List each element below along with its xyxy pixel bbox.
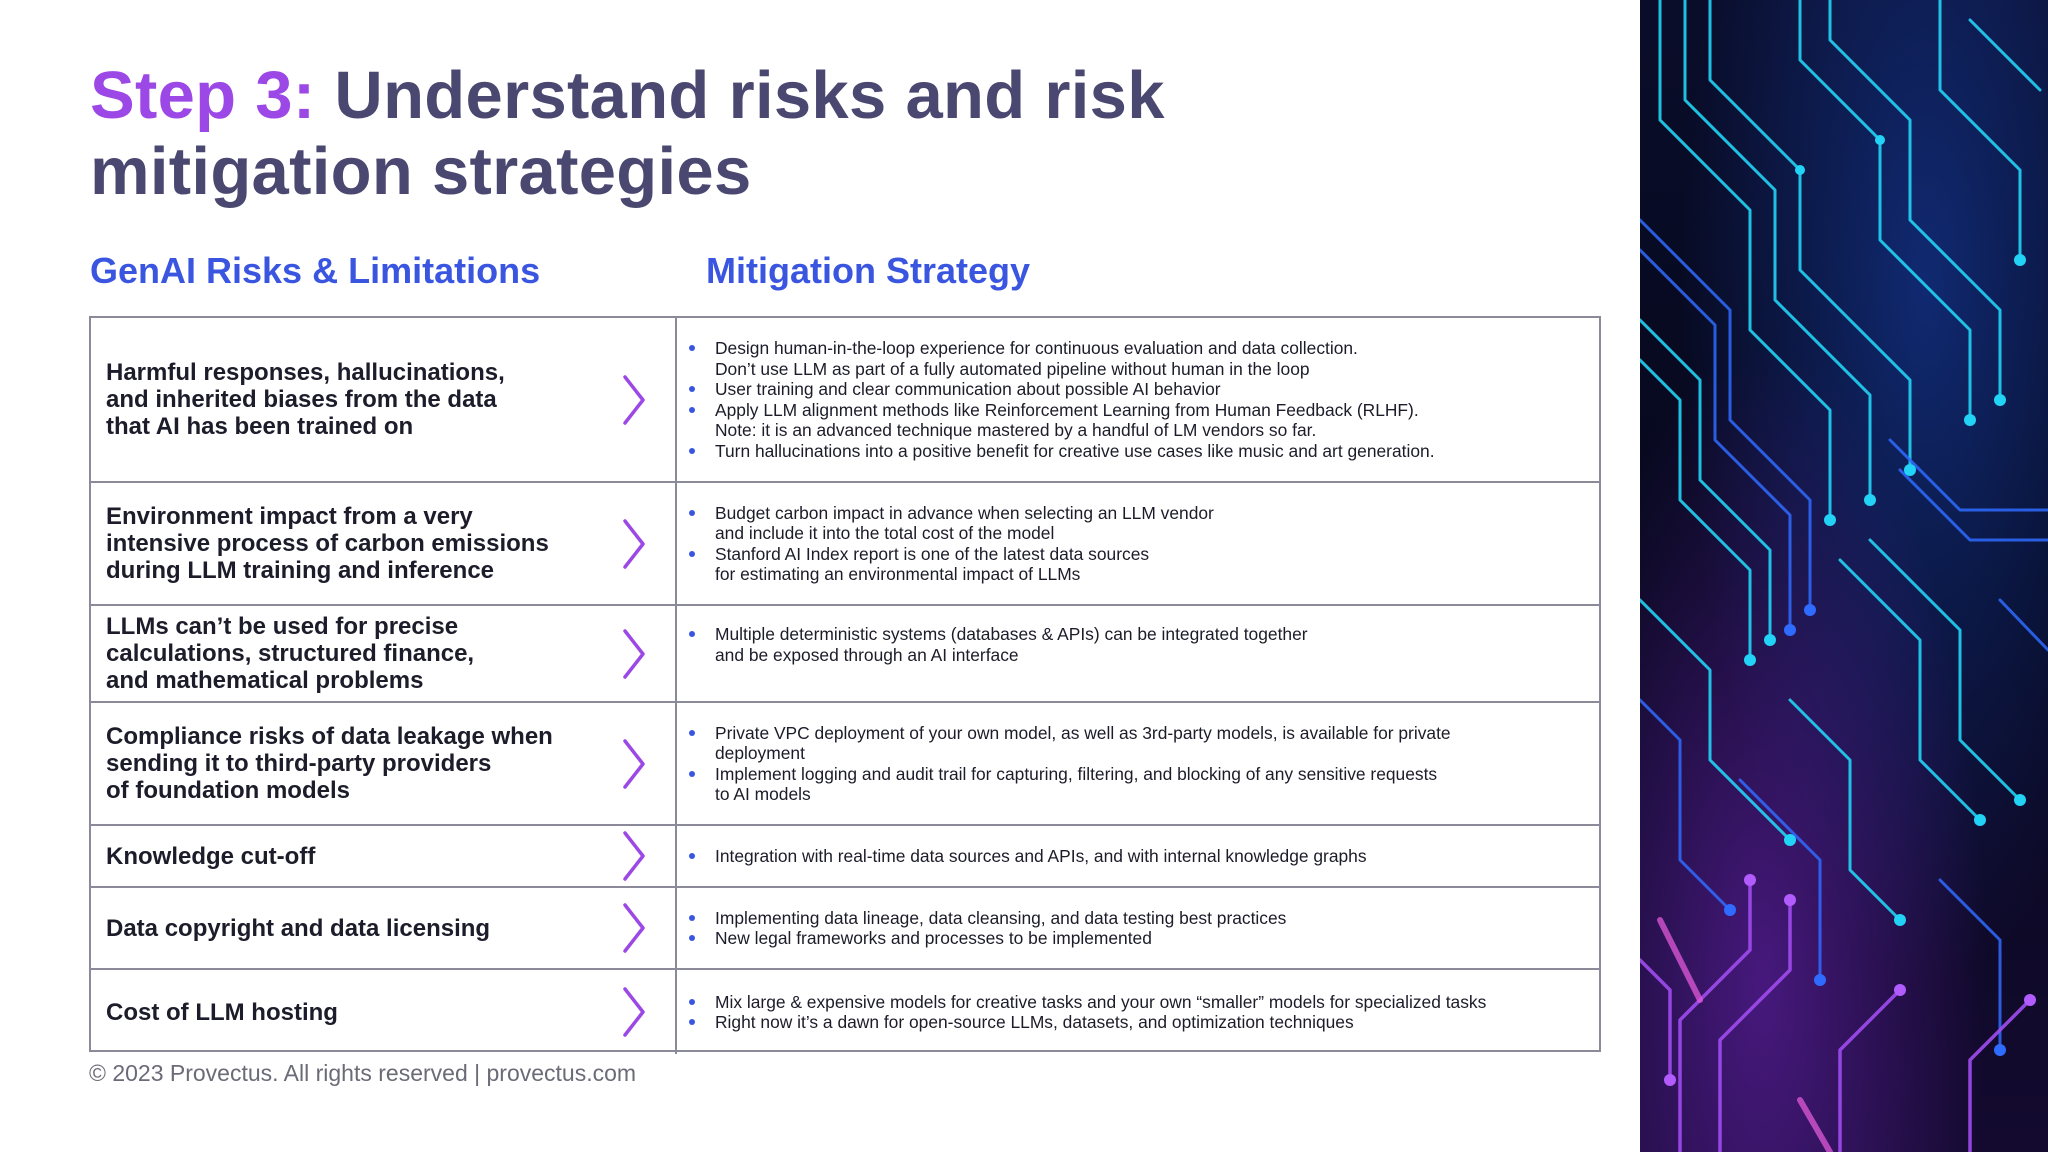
chevron-right-icon [621, 374, 647, 426]
mitigation-item: Turn hallucinations into a positive benefit for creative use cases like music and art generation. [689, 441, 1435, 462]
risk-cell [91, 826, 677, 886]
mitigation-item: New legal frameworks and processes to be implemented [689, 928, 1286, 949]
table-row [91, 826, 1599, 888]
slide-title [90, 58, 1240, 210]
risk-cell [91, 606, 677, 701]
circuit-board-illustration [1640, 0, 2048, 1152]
risk-text: Knowledge cut-off [106, 842, 316, 870]
table-row [91, 483, 1599, 606]
chevron-right-icon [621, 830, 647, 882]
mitigation-cell [677, 606, 1599, 701]
risks-column-heading: GenAI Risks & Limitations [90, 250, 541, 291]
risk-text: Cost of LLM hosting [106, 998, 338, 1026]
mitigation-list [689, 503, 1214, 585]
mitigation-item: Private VPC deployment of your own model, as well as 3rd-party models, is available for private deployment [689, 723, 1451, 764]
chevron-right-icon [621, 628, 647, 680]
title-text: Understand risks and risk mitigation strategies [90, 58, 1165, 209]
chevron-right-icon [621, 986, 647, 1038]
mitigation-cell [677, 888, 1599, 968]
copyright-footer: © 2023 Provectus. All rights reserved | provectus.com [89, 1060, 637, 1086]
mitigation-item: Integration with real-time data sources and APIs, and with internal knowledge graphs [689, 846, 1367, 867]
mitigation-item: Apply LLM alignment methods like Reinforcement Learning from Human Feedback (RLHF). Note: it is an advanced technique mastered by a handful of LM vendors so far. [689, 400, 1435, 441]
risk-cell [91, 318, 677, 481]
risk-cell [91, 888, 677, 968]
mitigation-cell [677, 826, 1599, 886]
chevron-right-icon [621, 902, 647, 954]
mitigation-item: Design human-in-the-loop experience for continuous evaluation and data collection. Don’t use LLM as part of a fully automated pipeline without human in the loop [689, 338, 1435, 379]
mitigation-item: Mix large & expensive models for creative tasks and your own “smaller” models for specialized tasks [689, 992, 1486, 1013]
mitigation-list [689, 338, 1435, 461]
title-step-label: Step 3: [90, 58, 316, 133]
mitigation-list [689, 624, 1308, 665]
circuit-board-graphic [1640, 0, 2048, 1152]
risk-mitigation-table [89, 316, 1601, 1052]
table-row [91, 703, 1599, 826]
mitigation-list [689, 846, 1367, 867]
mitigation-list [689, 908, 1286, 949]
risk-text: LLMs can’t be used for precise calculations, structured finance, and mathematical problems [106, 613, 475, 694]
mitigation-item: Implementing data lineage, data cleansing, and data testing best practices [689, 908, 1286, 929]
mitigation-column-heading: Mitigation Strategy [706, 250, 1031, 291]
table-row [91, 318, 1599, 483]
risk-text: Data copyright and data licensing [106, 914, 491, 942]
risk-cell [91, 483, 677, 604]
chevron-right-icon [621, 738, 647, 790]
risk-text: Compliance risks of data leakage when sending it to third-party providers of foundation models [106, 723, 553, 804]
risk-cell [91, 970, 677, 1054]
risk-text: Harmful responses, hallucinations, and inherited biases from the data that AI has been trained on [106, 359, 505, 440]
table-row [91, 606, 1599, 703]
mitigation-cell [677, 483, 1599, 604]
risk-cell [91, 703, 677, 824]
mitigation-item: User training and clear communication about possible AI behavior [689, 379, 1435, 400]
mitigation-item: Right now it’s a dawn for open-source LLMs, datasets, and optimization techniques [689, 1012, 1486, 1033]
mitigation-item: Implement logging and audit trail for capturing, filtering, and blocking of any sensitive requests to AI models [689, 764, 1451, 805]
mitigation-cell [677, 703, 1599, 824]
risk-text: Environment impact from a very intensive process of carbon emissions during LLM training and inference [106, 503, 549, 584]
table-row [91, 888, 1599, 970]
mitigation-item: Multiple deterministic systems (databases & APIs) can be integrated together and be exposed through an AI interface [689, 624, 1308, 665]
mitigation-item: Stanford AI Index report is one of the latest data sources for estimating an environmental impact of LLMs [689, 544, 1214, 585]
mitigation-list [689, 992, 1486, 1033]
table-row [91, 970, 1599, 1054]
mitigation-cell [677, 318, 1599, 481]
chevron-right-icon [621, 518, 647, 570]
mitigation-item: Budget carbon impact in advance when selecting an LLM vendor and include it into the total cost of the model [689, 503, 1214, 544]
mitigation-list [689, 723, 1451, 805]
mitigation-cell [677, 970, 1599, 1054]
